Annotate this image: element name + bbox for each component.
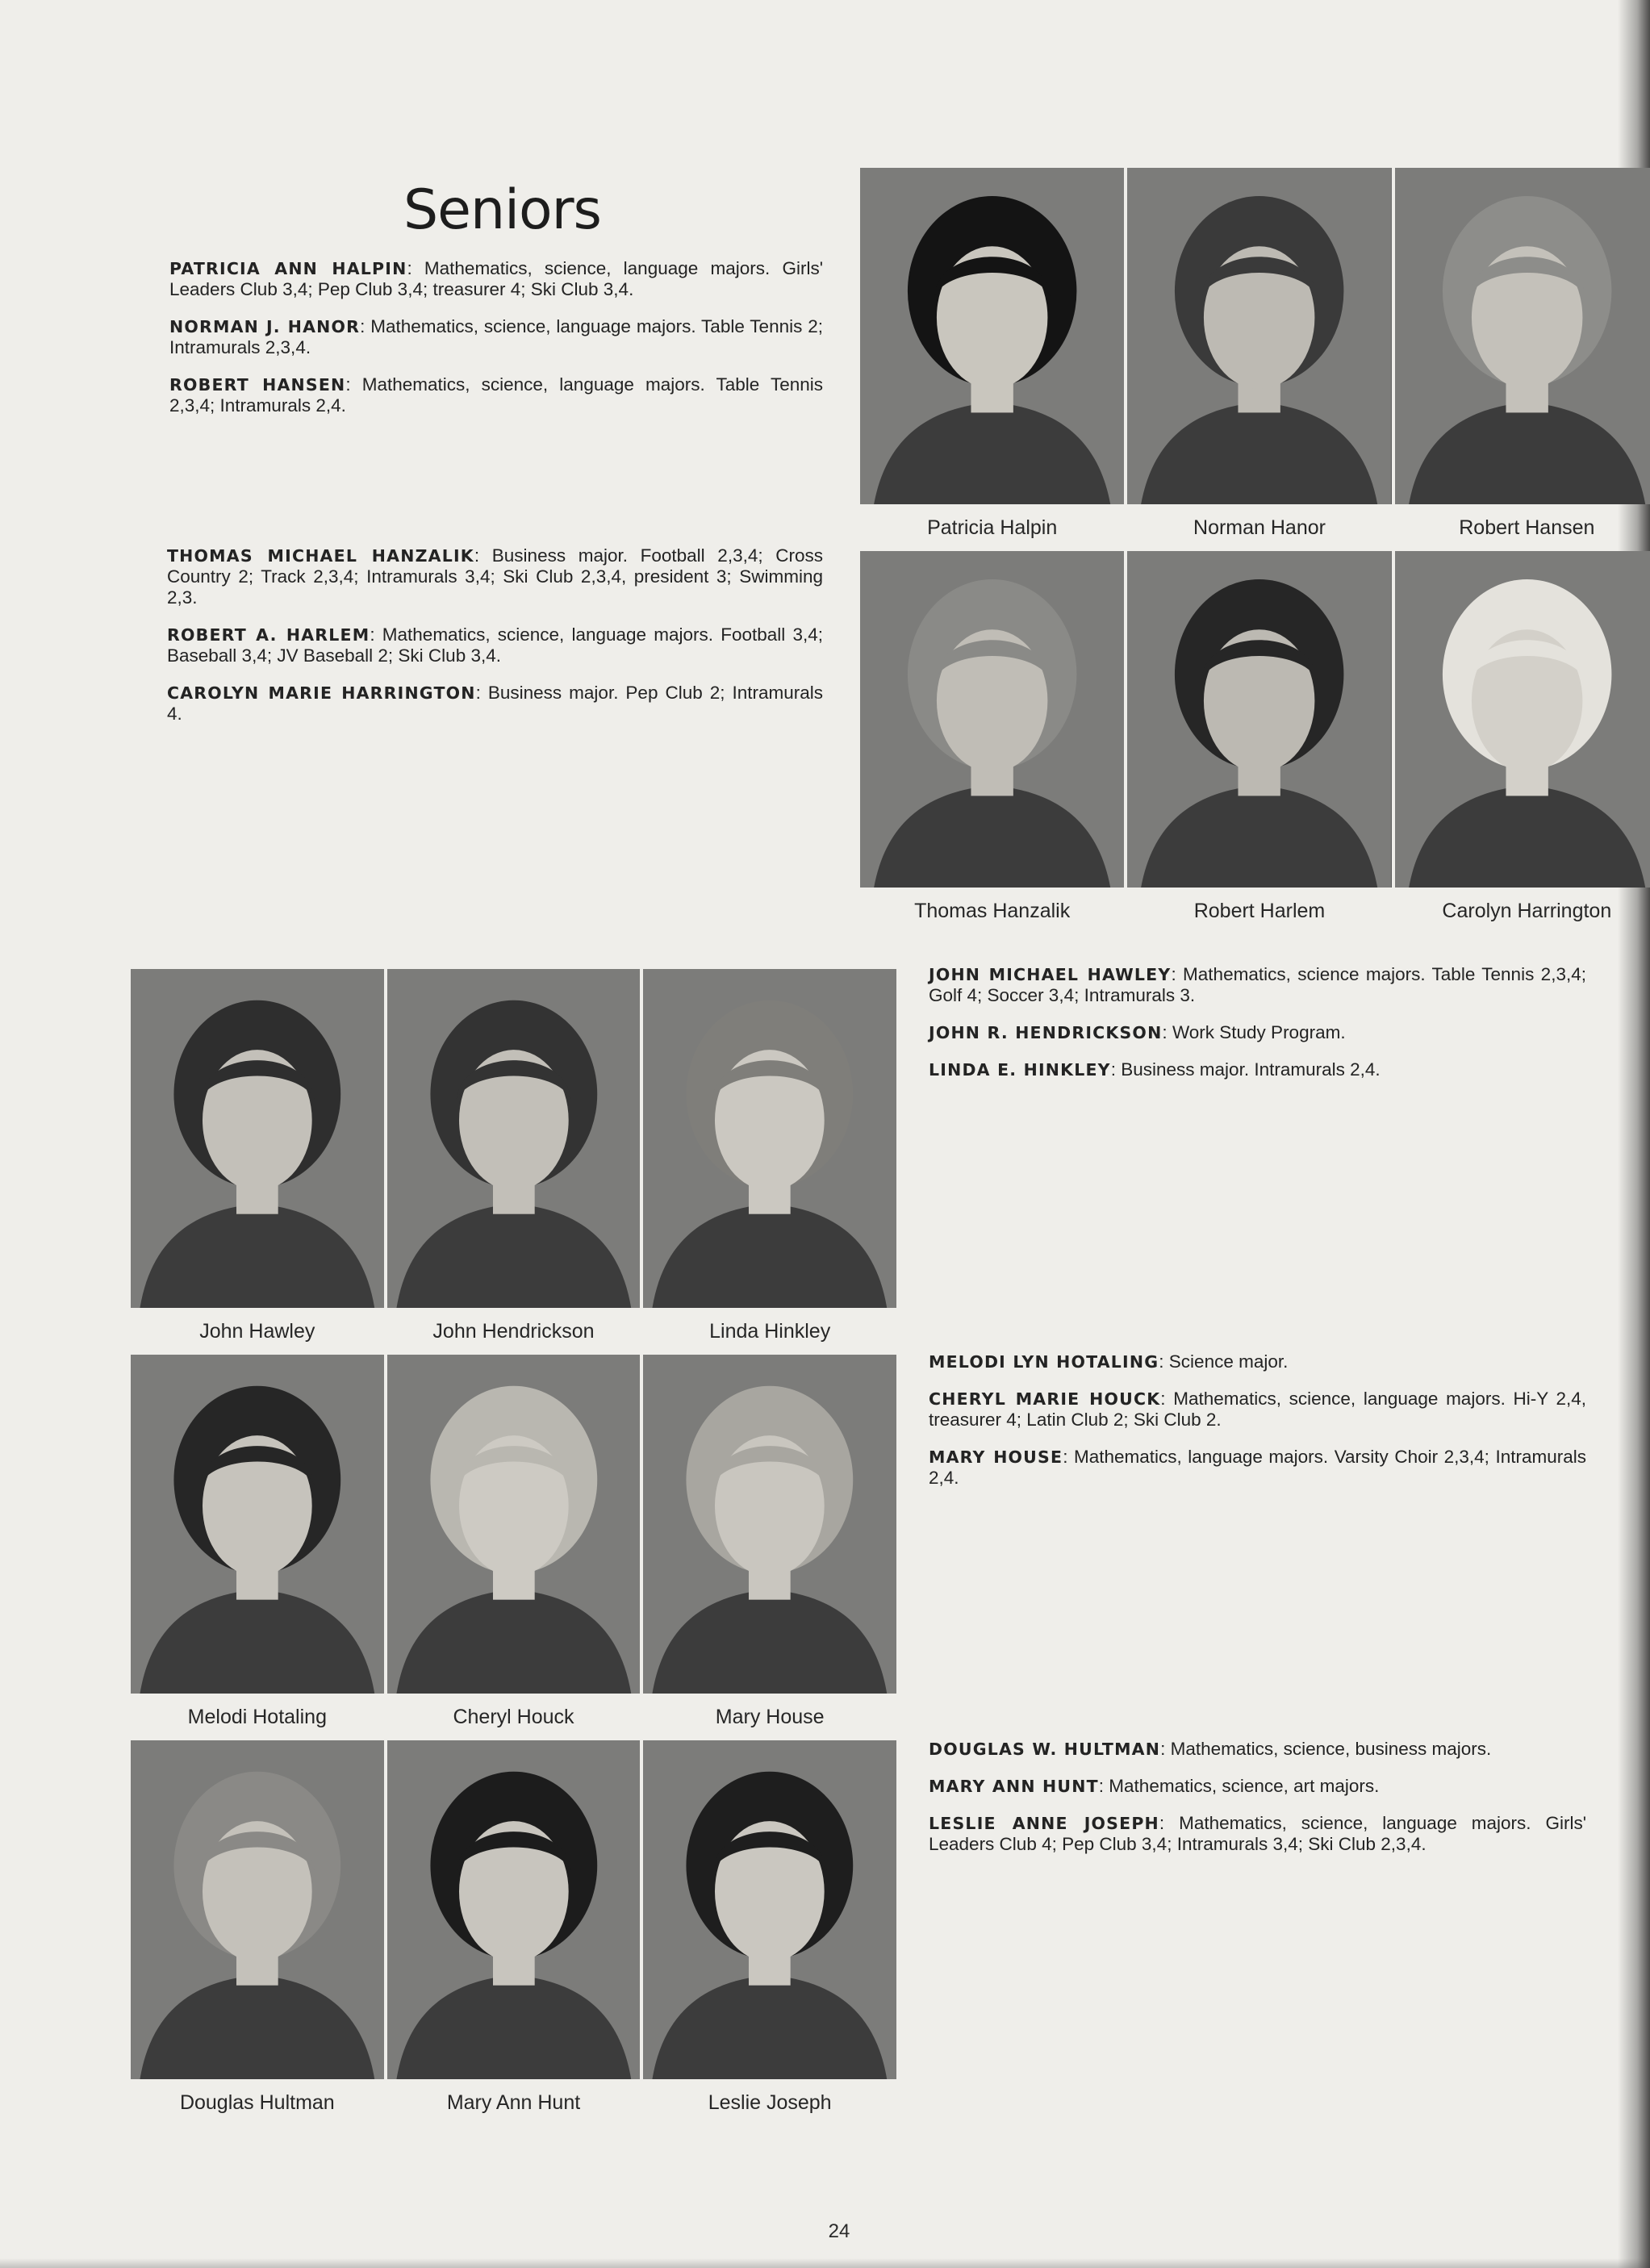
bio-entry: MELODI LYN HOTALING: Science major. <box>929 1351 1289 1372</box>
portrait-caption: Robert Harlem <box>1193 900 1326 922</box>
student-details: Mathematics, science, language majors. Hi-Y 2,4, treasurer 4; Latin Club 2; Ski Club 2. <box>929 1389 1586 1430</box>
student-name: DOUGLAS W. HULTMAN <box>929 1740 1161 1759</box>
portrait-photo <box>643 1355 896 1694</box>
portrait-photo <box>643 1740 896 2079</box>
bio-entry: MARY HOUSE: Mathematics, language majors. Varsity Choir 2,3,4; Intramurals 2,4. <box>929 1447 1586 1488</box>
student-details: Mathematics, science, language majors. Table Tennis 2; Intramurals 2,3,4. <box>169 316 823 357</box>
student-name: LESLIE ANNE JOSEPH <box>929 1814 1159 1833</box>
portrait-photo <box>387 969 641 1308</box>
portrait-caption: Mary House <box>715 1706 825 1728</box>
portrait-caption: John Hawley <box>199 1320 315 1343</box>
portrait-photo <box>860 551 1124 888</box>
portrait-photo <box>1127 168 1391 504</box>
student-details: Business major. Football 2,3,4; Cross Country 2; Track 2,3,4; Intramurals 3,4; Ski Club 2,3,4, president 3; Swimming 2,3. <box>167 545 823 608</box>
portrait-card <box>387 1740 641 2126</box>
portrait-card <box>860 551 1124 934</box>
student-details: Mathematics, science, language majors. Girls' Leaders Club 3,4; Pep Club 3,4; treasurer 4; Ski Club 3,4. <box>169 258 823 299</box>
bio-entry: CHERYL MARIE HOUCK: Mathematics, science, language majors. Hi-Y 2,4, treasurer 4; Latin Club 2; Ski Club 2. <box>929 1389 1586 1430</box>
portrait-caption: John Hendrickson <box>432 1320 595 1343</box>
portrait-caption: Norman Hanor <box>1193 516 1326 539</box>
bio-entry: LINDA E. HINKLEY: Business major. Intramurals 2,4. <box>929 1059 1381 1080</box>
student-name: JOHN MICHAEL HAWLEY <box>929 965 1172 984</box>
portrait-photo <box>131 1355 384 1694</box>
portrait-card <box>387 1355 641 1740</box>
student-name: MARY HOUSE <box>929 1447 1063 1467</box>
bio-block-2 <box>167 545 823 741</box>
student-name: MARY ANN HUNT <box>929 1777 1099 1796</box>
portrait-caption: Thomas Hanzalik <box>914 900 1071 922</box>
bio-entry: JOHN MICHAEL HAWLEY: Mathematics, science majors. Table Tennis 2,3,4; Golf 4; Soccer 3,4; Intramurals 3. <box>929 964 1586 1005</box>
portrait-card <box>1395 551 1650 934</box>
portrait-caption: Douglas Hultman <box>179 2091 335 2114</box>
student-details: Mathematics, science, art majors. <box>1109 1776 1380 1796</box>
portrait-card <box>131 1355 384 1740</box>
portrait-card <box>860 168 1124 551</box>
bio-block-3 <box>929 964 1586 1096</box>
student-details: Work Study Program. <box>1172 1022 1346 1042</box>
portrait-photo <box>387 1355 641 1694</box>
portrait-card <box>131 969 384 1355</box>
bio-entry: ROBERT A. HARLEM: Mathematics, science, language majors. Football 3,4; Baseball 3,4; JV Baseball 2; Ski Club 3,4. <box>167 624 823 666</box>
portrait-card <box>1395 168 1650 551</box>
bio-entry: MARY ANN HUNT: Mathematics, science, art majors. <box>929 1776 1380 1796</box>
bio-block-5 <box>929 1739 1586 1871</box>
bio-block-1 <box>169 258 823 432</box>
student-details: Mathematics, science, language majors. Girls' Leaders Club 4; Pep Club 3,4; Intramurals 3,4; Ski Club 2,3,4. <box>929 1813 1586 1854</box>
portrait-card <box>1127 551 1391 934</box>
student-details: Mathematics, science, business majors. <box>1170 1739 1492 1759</box>
student-name: THOMAS MICHAEL HANZALIK <box>167 546 474 566</box>
bio-entry: LESLIE ANNE JOSEPH: Mathematics, science, language majors. Girls' Leaders Club 4; Pep Club 3,4; Intramurals 3,4; Ski Club 2,3,4. <box>929 1813 1586 1854</box>
portrait-caption: Robert Hansen <box>1459 516 1595 539</box>
student-name: ROBERT HANSEN <box>169 375 346 395</box>
portrait-photo <box>643 969 896 1308</box>
portrait-caption: Cheryl Houck <box>453 1706 574 1728</box>
portrait-photo <box>860 168 1124 504</box>
student-name: CHERYL MARIE HOUCK <box>929 1389 1161 1409</box>
portrait-photo <box>131 1740 384 2079</box>
student-name: PATRICIA ANN HALPIN <box>169 259 407 278</box>
photo-grid-bottom <box>131 969 896 2126</box>
page-bottom-shadow <box>0 2258 1650 2268</box>
bio-entry: ROBERT HANSEN: Mathematics, science, language majors. Table Tennis 2,3,4; Intramurals 2,4. <box>169 374 823 416</box>
portrait-caption: Linda Hinkley <box>709 1320 831 1343</box>
portrait-card <box>1127 168 1391 551</box>
bio-entry: CAROLYN MARIE HARRINGTON: Business major. Pep Club 2; Intramurals 4. <box>167 683 823 724</box>
portrait-caption: Mary Ann Hunt <box>446 2091 581 2114</box>
student-details: Mathematics, science, language majors. Football 3,4; Baseball 3,4; JV Baseball 2; Ski Club 3,4. <box>167 624 823 666</box>
student-name: LINDA E. HINKLEY <box>929 1060 1111 1080</box>
bio-entry: THOMAS MICHAEL HANZALIK: Business major. Football 2,3,4; Cross Country 2; Track 2,3,4; Intramurals 3,4; Ski Club 2,3,4, president 3; Swimming 2,3. <box>167 545 823 608</box>
portrait-caption: Melodi Hotaling <box>187 1706 327 1728</box>
portrait-caption: Patricia Halpin <box>927 516 1058 539</box>
student-details: Science major. <box>1168 1351 1289 1372</box>
student-name: CAROLYN MARIE HARRINGTON <box>167 683 476 703</box>
portrait-photo <box>131 969 384 1308</box>
student-details: Business major. Intramurals 2,4. <box>1121 1059 1381 1080</box>
bio-block-4 <box>929 1351 1586 1505</box>
bio-entry: NORMAN J. HANOR: Mathematics, science, language majors. Table Tennis 2; Intramurals 2,3,4. <box>169 316 823 357</box>
portrait-photo <box>1395 551 1650 888</box>
bio-entry: DOUGLAS W. HULTMAN: Mathematics, science, business majors. <box>929 1739 1492 1759</box>
portrait-photo <box>1127 551 1391 888</box>
student-details: Business major. Pep Club 2; Intramurals 4. <box>167 683 823 724</box>
bio-entry: PATRICIA ANN HALPIN: Mathematics, science, language majors. Girls' Leaders Club 3,4; Pep Club 3,4; treasurer 4; Ski Club 3,4. <box>169 258 823 299</box>
portrait-caption: Carolyn Harrington <box>1442 900 1612 922</box>
portrait-photo <box>1395 168 1650 504</box>
bio-entry: JOHN R. HENDRICKSON: Work Study Program. <box>929 1022 1346 1042</box>
portrait-photo <box>387 1740 641 2079</box>
portrait-card <box>387 969 641 1355</box>
portrait-card <box>643 1355 896 1740</box>
page-number: 24 <box>828 2220 850 2242</box>
portrait-card <box>131 1740 384 2126</box>
portrait-card <box>643 969 896 1355</box>
student-details: Mathematics, language majors. Varsity Choir 2,3,4; Intramurals 2,4. <box>929 1447 1586 1488</box>
portrait-caption: Leslie Joseph <box>708 2091 832 2114</box>
student-details: Mathematics, science majors. Table Tennis 2,3,4; Golf 4; Soccer 3,4; Intramurals 3. <box>929 964 1586 1005</box>
student-details: Mathematics, science, language majors. Table Tennis 2,3,4; Intramurals 2,4. <box>169 374 823 416</box>
photo-grid-top <box>860 168 1650 934</box>
portrait-card <box>643 1740 896 2126</box>
student-name: MELODI LYN HOTALING <box>929 1352 1159 1372</box>
student-name: NORMAN J. HANOR <box>169 317 361 336</box>
student-name: JOHN R. HENDRICKSON <box>929 1023 1163 1042</box>
student-name: ROBERT A. HARLEM <box>167 625 370 645</box>
page-title: Seniors <box>403 178 601 242</box>
